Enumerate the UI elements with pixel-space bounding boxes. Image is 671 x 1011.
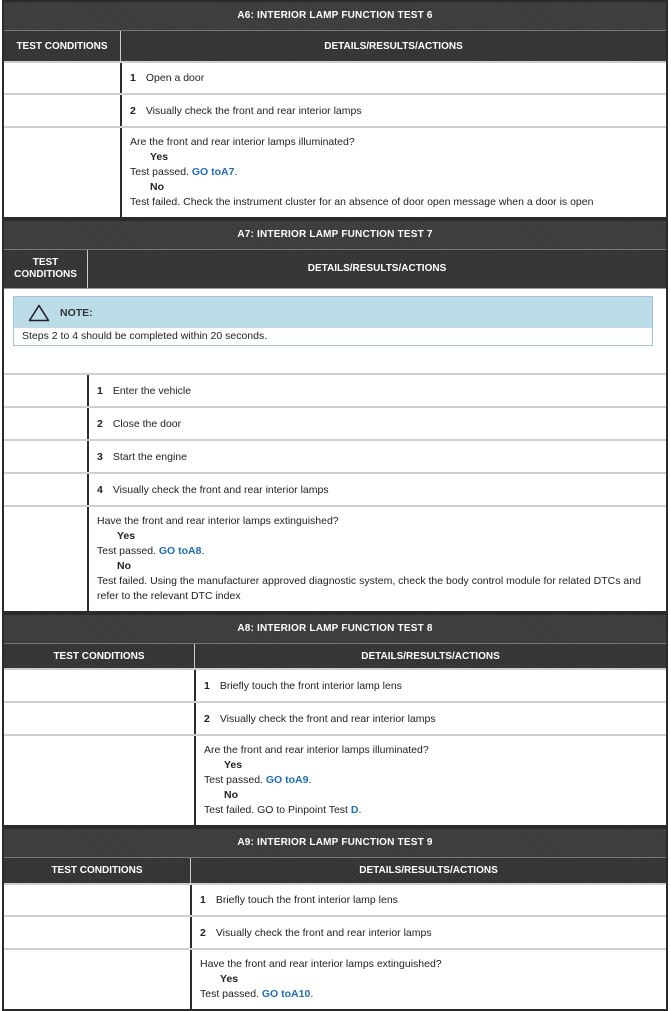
- go-to-a7-link[interactable]: GO toA7: [191, 166, 235, 178]
- step-number: 1: [97, 384, 103, 397]
- table-row: [4, 948, 666, 1009]
- step-text: Visually check the front and rear interior lamps: [145, 104, 362, 117]
- test-title: A7: INTERIOR LAMP FUNCTION TEST 7: [4, 221, 666, 249]
- go-to-a9-link[interactable]: GO toA9: [265, 774, 309, 786]
- step-number: 1: [130, 72, 136, 84]
- step-text: Visually check the front and rear interior lamps: [219, 712, 436, 725]
- result-question: Have the front and rear interior lamps extinguished?: [97, 515, 339, 527]
- step-text: Start the engine: [112, 450, 187, 463]
- step-number: 2: [97, 417, 103, 430]
- header-test-conditions: TEST CONDITIONS: [4, 250, 88, 288]
- no-text: Test failed. Check the instrument cluster for an absence of door open message when a door is open: [130, 196, 594, 208]
- result-question: Are the front and rear interior lamps illuminated?: [204, 744, 429, 756]
- header-details: DETAILS/RESULTS/ACTIONS: [359, 865, 498, 876]
- table-header: [4, 249, 666, 288]
- punctuation: .: [358, 804, 362, 816]
- step-number: 1: [204, 679, 210, 692]
- note-box: [13, 296, 653, 346]
- go-to-a10-link[interactable]: GO toA10: [261, 988, 311, 1000]
- table-header: [4, 643, 666, 668]
- no-label: No: [117, 560, 131, 572]
- header-test-conditions: TEST CONDITIONS: [4, 858, 191, 883]
- table-header: [4, 857, 666, 883]
- step-text: Visually check the front and rear interior lamps: [112, 483, 329, 496]
- step-number: 2: [130, 104, 136, 117]
- table-row: [4, 439, 666, 472]
- header-test-conditions: TEST CONDITIONS: [4, 31, 121, 61]
- step-text: Enter the vehicle: [112, 384, 192, 397]
- step-text: Open a door: [145, 72, 205, 84]
- table-row: [4, 406, 666, 439]
- no-label: No: [150, 181, 164, 193]
- punctuation: .: [310, 988, 314, 1000]
- no-label: No: [224, 789, 238, 801]
- yes-label: Yes: [220, 973, 239, 985]
- note-text: Steps 2 to 4 should be completed within 20 seconds.: [14, 328, 652, 345]
- yes-label: Yes: [150, 151, 169, 163]
- note-area: [4, 288, 666, 373]
- go-to-a8-link[interactable]: GO toA8: [158, 545, 202, 557]
- table-row: [4, 472, 666, 505]
- step-number: 3: [97, 450, 103, 463]
- header-details: DETAILS/RESULTS/ACTIONS: [361, 650, 500, 662]
- step-text: Visually check the front and rear interior lamps: [215, 926, 432, 939]
- test-title: A9: INTERIOR LAMP FUNCTION TEST 9: [4, 829, 666, 857]
- test-a7: [2, 219, 668, 613]
- header-details: DETAILS/RESULTS/ACTIONS: [324, 40, 463, 52]
- table-row: [4, 93, 666, 126]
- step-number: 1: [200, 894, 206, 906]
- test-title: A6: INTERIOR LAMP FUNCTION TEST 6: [4, 2, 666, 30]
- table-row: [4, 61, 666, 93]
- step-number: 4: [97, 483, 103, 496]
- table-header: [4, 30, 666, 61]
- step-text: Briefly touch the front interior lamp lens: [219, 679, 402, 692]
- table-row: [4, 701, 666, 734]
- result-question: Have the front and rear interior lamps extinguished?: [200, 958, 442, 970]
- header-test-conditions: TEST CONDITIONS: [4, 644, 195, 668]
- yes-label: Yes: [117, 530, 136, 542]
- table-row: [4, 883, 666, 915]
- test-a6: [2, 0, 668, 219]
- step-number: 2: [204, 712, 210, 725]
- test-a8: [2, 613, 668, 827]
- note-header: [14, 297, 652, 328]
- table-row: [4, 373, 666, 406]
- yes-text: Test passed.: [204, 774, 263, 786]
- punctuation: .: [201, 545, 205, 557]
- note-label: NOTE:: [60, 306, 93, 319]
- step-text: Close the door: [112, 417, 182, 430]
- pinpoint-test-d-link[interactable]: D: [350, 804, 359, 816]
- header-details: DETAILS/RESULTS/ACTIONS: [307, 263, 447, 274]
- punctuation: .: [308, 774, 312, 786]
- yes-text: Test passed.: [130, 166, 189, 178]
- warning-triangle-icon: [28, 304, 50, 322]
- test-a9: [2, 827, 668, 1011]
- table-row: [4, 505, 666, 611]
- table-row: [4, 126, 666, 217]
- result-question: Are the front and rear interior lamps illuminated?: [130, 136, 355, 148]
- no-text: Test failed. Using the manufacturer approved diagnostic system, check the body control module for related DTCs and refer to the relevant DTC index: [97, 575, 641, 602]
- table-row: [4, 915, 666, 948]
- punctuation: .: [234, 166, 238, 178]
- yes-text: Test passed.: [200, 988, 259, 1000]
- step-number: 2: [200, 926, 206, 939]
- table-row: [4, 668, 666, 701]
- yes-label: Yes: [224, 759, 243, 771]
- step-text: Briefly touch the front interior lamp lens: [215, 894, 398, 906]
- table-row: [4, 734, 666, 825]
- no-text: Test failed. GO to Pinpoint Test: [204, 804, 348, 816]
- yes-text: Test passed.: [97, 545, 156, 557]
- test-title: A8: INTERIOR LAMP FUNCTION TEST 8: [4, 615, 666, 643]
